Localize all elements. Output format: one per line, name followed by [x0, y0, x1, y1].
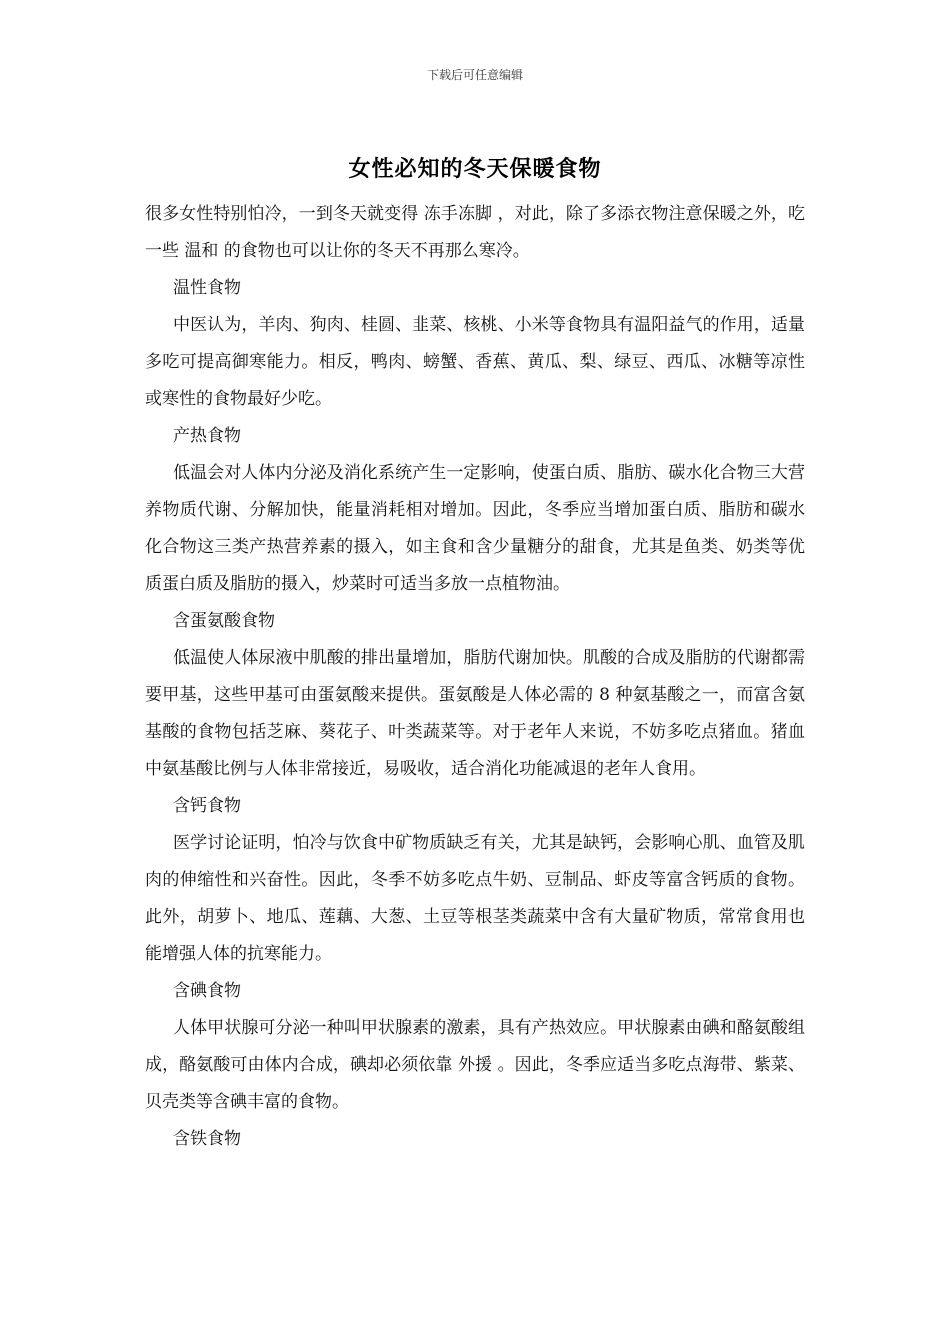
header-note: 下载后可任意编辑: [426, 68, 523, 82]
section-text-methionine-foods: 低温使人体尿液中肌酸的排出量增加，脂肪代谢加快。肌酸的合成及脂肪的代谢都需要甲基，这些甲基可由蛋氨酸来提供。蛋氨酸是人体必需的 8 种氨基酸之一，而富含氨基酸的食物包括芝麻、葵花子、叶类蔬菜等。对于老年人来说，不妨多吃点猪血。猪血中氨基酸比例与人体非常接近，易吸收，适合消化功能减退的老年人食用。: [145, 648, 805, 779]
section-heading-iodine-foods: 含碘食物: [173, 981, 241, 1001]
intro-paragraph: 很多女性特别怕冷，一到冬天就变得 冻手冻脚 ，对此，除了多添衣物注意保暖之外，吃一些 温和 的食物也可以让你的冬天不再那么寒冷。: [145, 204, 805, 261]
page-title: 女性必知的冬天保暖食物: [348, 156, 602, 182]
section-heading-warm-foods: 温性食物: [173, 278, 241, 298]
section-text-warm-foods: 中医认为，羊肉、狗肉、桂圆、韭菜、核桃、小米等食物具有温阳益气的作用，适量多吃可提高御寒能力。相反，鸭肉、螃蟹、香蕉、黄瓜、梨、绿豆、西瓜、冰糖等凉性或寒性的食物最好少吃。: [145, 315, 805, 409]
article-body: [145, 196, 805, 1158]
section-text-heat-foods: 低温会对人体内分泌及消化系统产生一定影响，使蛋白质、脂肪、碳水化合物三大营养物质代谢、分解加快，能量消耗相对增加。因此，冬季应当增加蛋白质、脂肪和碳水化合物这三类产热营养素的摄入，如主食和含少量糖分的甜食，尤其是鱼类、奶类等优质蛋白质及脂肪的摄入，炒菜时可适当多放一点植物油。: [145, 463, 805, 594]
section-heading-calcium-foods: 含钙食物: [173, 796, 241, 816]
section-heading-methionine-foods: 含蛋氨酸食物: [173, 611, 275, 631]
section-heading-iron-foods: 含铁食物: [173, 1129, 241, 1149]
section-heading-heat-foods: 产热食物: [173, 426, 241, 446]
section-text-calcium-foods: 医学讨论证明，怕冷与饮食中矿物质缺乏有关，尤其是缺钙，会影响心肌、血管及肌肉的伸缩性和兴奋性。因此，冬季不妨多吃点牛奶、豆制品、虾皮等富含钙质的食物。此外，胡萝卜、地瓜、莲藕、大葱、土豆等根茎类蔬菜中含有大量矿物质，常常食用也能增强人体的抗寒能力。: [145, 833, 805, 964]
section-text-iodine-foods: 人体甲状腺可分泌一种叫甲状腺素的激素，具有产热效应。甲状腺素由碘和酪氨酸组成，酪氨酸可由体内合成，碘却必须依靠 外援 。因此，冬季应适当多吃点海带、紫菜、贝壳类等含碘丰富的食物。: [145, 1018, 805, 1112]
